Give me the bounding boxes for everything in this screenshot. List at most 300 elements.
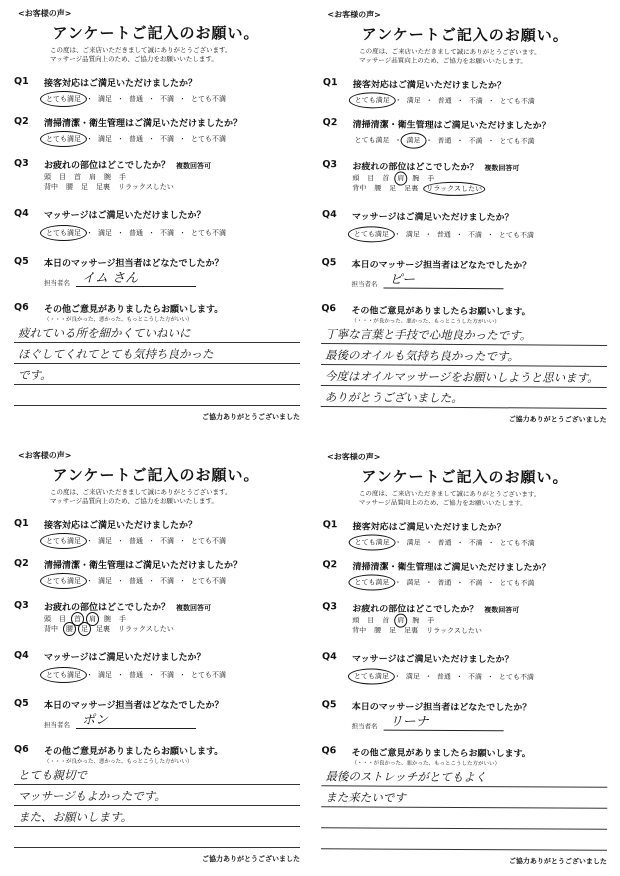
q1-option[interactable]: とても不満 bbox=[191, 95, 226, 103]
handwritten-comment: とても親切で bbox=[18, 768, 87, 782]
q2-option[interactable]: 普通 bbox=[129, 135, 143, 143]
handwritten-comment: 最後のストレッチがとてもよく bbox=[325, 769, 487, 785]
q1-label: Q1 bbox=[322, 519, 338, 531]
q3-parts[interactable] bbox=[44, 172, 174, 192]
q4-option[interactable]: とても不満 bbox=[191, 671, 226, 679]
comment-line bbox=[14, 827, 300, 848]
q1-question: 接客対応はご満足いただけましたか？ bbox=[352, 522, 506, 534]
q3-question bbox=[44, 158, 211, 171]
handwritten-comment: ありがとうございました。 bbox=[324, 390, 463, 405]
comment-line bbox=[14, 343, 300, 364]
q1-option[interactable]: 満足 bbox=[98, 537, 112, 545]
q2-label: Q2 bbox=[322, 559, 338, 571]
q2-option[interactable]: 普通 bbox=[437, 136, 452, 145]
body-part-option[interactable]: リラックスしたい bbox=[118, 625, 174, 633]
form-intro bbox=[359, 47, 541, 66]
handwritten-comment: 疲れている所を細かくていねいに bbox=[18, 326, 191, 340]
comment-line bbox=[14, 385, 300, 406]
q2-question: 清掃清潔・衛生管理はご満足いただけましたか？ bbox=[352, 562, 551, 574]
option-separator: ・ bbox=[148, 537, 155, 545]
body-part-option[interactable]: 目 bbox=[59, 173, 66, 181]
q3-sub: 複数回答可 bbox=[176, 604, 212, 612]
q4-options[interactable] bbox=[44, 670, 228, 680]
option-separator: ・ bbox=[86, 135, 93, 143]
handwritten-comment: ほぐしてくれてとても気持ち良かった bbox=[18, 347, 214, 361]
option-separator: ・ bbox=[456, 578, 464, 587]
q2-option[interactable]: とても不満 bbox=[499, 137, 535, 146]
q1-option[interactable]: 不満 bbox=[468, 539, 483, 548]
body-part-option[interactable]: 頭 bbox=[352, 616, 360, 625]
staff-label: 担当者名 bbox=[44, 721, 70, 729]
q2-question: 清掃清潔・衛生管理はご満足いただけましたか？ bbox=[44, 561, 243, 571]
q1-question: 接客対応はご満足いただけましたか？ bbox=[352, 80, 506, 92]
q6-question: その他ご意見がありましたらお願いします。 bbox=[44, 747, 224, 757]
body-part-option[interactable]: 背中 bbox=[352, 626, 367, 635]
option-separator: ・ bbox=[179, 135, 186, 143]
q5-question: 本日のマッサージ担当者はどなたでしたか？ bbox=[351, 260, 532, 272]
option-separator: ・ bbox=[148, 229, 155, 237]
form-intro bbox=[359, 489, 541, 508]
comment-area[interactable] bbox=[321, 323, 608, 409]
option-separator: ・ bbox=[117, 135, 124, 143]
q4-label: Q4 bbox=[14, 650, 29, 661]
q3-parts[interactable] bbox=[352, 615, 482, 636]
option-separator: ・ bbox=[393, 672, 401, 681]
body-part-option[interactable]: 目 bbox=[367, 616, 375, 625]
q4-option[interactable]: とても満足 bbox=[46, 229, 81, 237]
option-separator: ・ bbox=[117, 95, 124, 103]
q5-question: 本日のマッサージ担当者はどなたでしたか？ bbox=[44, 259, 224, 269]
q3-parts[interactable] bbox=[352, 173, 482, 194]
body-part-option[interactable]: 肩 bbox=[89, 615, 96, 623]
q4-question: マッサージはご満足いただけましたか？ bbox=[44, 211, 206, 221]
q1-option[interactable]: 満足 bbox=[406, 538, 421, 547]
q4-option[interactable]: 普通 bbox=[129, 229, 143, 237]
option-separator: ・ bbox=[117, 537, 124, 545]
q3-sub: 複数回答可 bbox=[176, 162, 212, 170]
option-separator: ・ bbox=[424, 672, 432, 681]
staff-line bbox=[384, 716, 504, 732]
body-part-option[interactable]: 首 bbox=[74, 615, 81, 623]
option-separator: ・ bbox=[117, 229, 124, 237]
body-part-option[interactable]: 手 bbox=[427, 616, 435, 625]
option-separator: ・ bbox=[117, 577, 124, 585]
body-part-option[interactable]: 首 bbox=[382, 616, 390, 625]
q1-options[interactable] bbox=[353, 537, 537, 548]
q2-options[interactable] bbox=[352, 577, 536, 588]
staff-field[interactable] bbox=[44, 714, 196, 729]
staff-name: リーナ bbox=[389, 714, 429, 730]
q3-text: お疲れの部位はどこでしたか？ bbox=[352, 604, 479, 616]
parts-row-1 bbox=[352, 615, 482, 626]
form-tag: <お客様の声> bbox=[18, 9, 72, 18]
form-tag: <お客様の声> bbox=[327, 10, 381, 20]
body-part-option[interactable]: 腕 bbox=[104, 173, 111, 181]
q4-option[interactable]: 満足 bbox=[98, 229, 112, 237]
q1-option[interactable]: とても不満 bbox=[191, 537, 226, 545]
body-part-option[interactable]: リラックスしたい bbox=[426, 184, 483, 194]
form-intro bbox=[50, 46, 231, 64]
option-separator: ・ bbox=[179, 229, 186, 237]
q4-option[interactable]: とても不満 bbox=[498, 673, 534, 682]
q3-label: Q3 bbox=[14, 600, 29, 611]
parts-row-2 bbox=[352, 183, 482, 194]
q2-option[interactable]: とても満足 bbox=[352, 577, 391, 587]
q3-label: Q3 bbox=[14, 158, 29, 169]
comment-line bbox=[321, 365, 607, 388]
option-separator: ・ bbox=[456, 96, 464, 105]
q5-label: Q5 bbox=[321, 699, 337, 711]
q2-option[interactable]: 満足 bbox=[406, 578, 421, 587]
staff-label: 担当者名 bbox=[351, 722, 378, 731]
staff-name: イム さん bbox=[82, 271, 139, 286]
option-separator: ・ bbox=[179, 537, 186, 545]
q2-option[interactable]: とても満足 bbox=[46, 135, 81, 143]
body-part-option[interactable]: 頭 bbox=[352, 174, 360, 183]
body-part-option[interactable]: 頭 bbox=[44, 173, 51, 181]
body-part-option[interactable]: 腕 bbox=[104, 615, 111, 623]
q4-question: マッサージはご満足いただけましたか？ bbox=[44, 653, 206, 663]
option-separator: ・ bbox=[179, 95, 186, 103]
option-separator: ・ bbox=[487, 579, 495, 588]
option-separator: ・ bbox=[86, 671, 93, 679]
staff-label: 担当者名 bbox=[351, 280, 378, 289]
q4-option[interactable]: 満足 bbox=[405, 230, 420, 239]
q2-label: Q2 bbox=[322, 117, 338, 129]
parts-row-2 bbox=[352, 625, 482, 636]
handwritten-comment: マッサージもよかったです。 bbox=[18, 789, 166, 803]
q6-label: Q6 bbox=[14, 302, 29, 313]
intro-line: マッサージ品質向上のため、ご協力をお願いいたします。 bbox=[359, 56, 527, 66]
body-part-option[interactable]: 足裏 bbox=[96, 625, 110, 633]
staff-field[interactable] bbox=[352, 273, 504, 289]
option-separator: ・ bbox=[487, 97, 495, 106]
q1-options[interactable] bbox=[353, 95, 537, 106]
q3-question bbox=[352, 601, 519, 615]
option-separator: ・ bbox=[425, 578, 433, 587]
option-separator: ・ bbox=[455, 672, 463, 681]
q1-option[interactable]: 不満 bbox=[160, 537, 174, 545]
body-part-option[interactable]: 足 bbox=[81, 183, 88, 191]
body-part-option[interactable]: リラックスしたい bbox=[426, 626, 482, 636]
option-separator: ・ bbox=[179, 577, 186, 585]
comment-area[interactable] bbox=[14, 764, 300, 848]
q1-option[interactable]: 不満 bbox=[160, 95, 174, 103]
q6-label: Q6 bbox=[321, 303, 337, 315]
q4-options[interactable] bbox=[352, 671, 536, 682]
q6-label: Q6 bbox=[14, 744, 29, 755]
q6-sub: （・・・が良かった、悪かった、もっとこうした方がいい） bbox=[44, 759, 193, 765]
option-separator: ・ bbox=[394, 96, 402, 105]
form-title: アンケートご記入のお願い。 bbox=[52, 466, 260, 484]
body-part-option[interactable]: 首 bbox=[382, 174, 390, 183]
q3-text: お疲れの部位はどこでしたか？ bbox=[44, 161, 171, 171]
option-separator: ・ bbox=[456, 538, 464, 547]
q4-option[interactable]: とても満足 bbox=[352, 671, 391, 681]
q5-label: Q5 bbox=[14, 698, 29, 709]
q4-option[interactable]: 不満 bbox=[467, 673, 482, 682]
q6-sub: （・・・が良かった、悪かった、もっとこうした方がいい） bbox=[351, 318, 500, 326]
q4-option[interactable]: 満足 bbox=[405, 672, 420, 681]
q6-question: その他ご意見がありましたらお願いします。 bbox=[351, 748, 531, 760]
intro-line: マッサージ品質向上のため、ご協力をお願いいたします。 bbox=[50, 497, 218, 505]
q3-question bbox=[352, 159, 519, 173]
body-part-option[interactable]: 肩 bbox=[89, 173, 96, 181]
q1-option[interactable]: 普通 bbox=[437, 96, 452, 105]
body-part-option[interactable]: 手 bbox=[119, 615, 126, 623]
q1-label: Q1 bbox=[14, 76, 29, 87]
body-part-option[interactable]: 腕 bbox=[412, 174, 420, 183]
option-separator: ・ bbox=[117, 671, 124, 679]
option-separator: ・ bbox=[486, 231, 494, 240]
comment-area[interactable] bbox=[321, 765, 607, 850]
body-part-option[interactable]: 頭 bbox=[44, 615, 51, 623]
q5-question: 本日のマッサージ担当者はどなたでしたか？ bbox=[44, 701, 224, 711]
body-part-option[interactable]: 腰 bbox=[374, 626, 382, 635]
q5-question: 本日のマッサージ担当者はどなたでしたか？ bbox=[351, 702, 532, 714]
q4-option[interactable]: 普通 bbox=[436, 230, 451, 239]
option-separator: ・ bbox=[394, 578, 402, 587]
comment-line bbox=[321, 323, 607, 346]
q3-label: Q3 bbox=[322, 601, 337, 613]
handwritten-comment: 丁寧な言葉と手技で心地良かったです。 bbox=[325, 327, 532, 343]
form-intro bbox=[50, 488, 231, 506]
body-part-option[interactable]: 背中 bbox=[352, 184, 367, 193]
q3-parts[interactable] bbox=[44, 614, 174, 634]
q2-options[interactable] bbox=[353, 135, 537, 146]
q2-label: Q2 bbox=[14, 116, 29, 127]
comment-line bbox=[321, 386, 607, 409]
staff-label: 担当者名 bbox=[44, 279, 70, 287]
body-part-option[interactable]: 目 bbox=[59, 615, 66, 623]
comment-line bbox=[321, 344, 607, 367]
option-separator: ・ bbox=[425, 96, 433, 105]
body-part-option[interactable]: 首 bbox=[74, 173, 81, 181]
q4-label: Q4 bbox=[14, 208, 29, 219]
option-separator: ・ bbox=[487, 137, 495, 146]
staff-line bbox=[76, 714, 196, 729]
thanks-note: ご協力ありがとうございました bbox=[202, 855, 300, 863]
q4-option[interactable]: とても不満 bbox=[498, 231, 534, 240]
q2-question: 清掃清潔・衛生管理はご満足いただけましたか？ bbox=[352, 120, 551, 132]
q4-option[interactable]: とても不満 bbox=[191, 229, 226, 237]
q2-option[interactable]: 普通 bbox=[437, 578, 452, 587]
form-tag: <お客様の声> bbox=[18, 451, 72, 460]
body-part-option[interactable]: 足裏 bbox=[404, 184, 419, 193]
q1-question: 接客対応はご満足いただけましたか？ bbox=[44, 79, 198, 89]
parts-row-1 bbox=[44, 172, 174, 182]
q4-option[interactable]: 普通 bbox=[129, 671, 143, 679]
q1-option[interactable]: とても満足 bbox=[353, 95, 392, 105]
body-part-option[interactable]: 腕 bbox=[412, 616, 420, 625]
comment-area[interactable] bbox=[14, 322, 300, 406]
intro-line: この度は、ご来店いただきまして誠にありがとうございます。 bbox=[50, 46, 232, 54]
survey-card-1 bbox=[6, 6, 306, 426]
q4-question: マッサージはご満足いただけましたか？ bbox=[351, 654, 514, 666]
option-separator: ・ bbox=[424, 230, 432, 239]
q1-question: 接客対応はご満足いただけましたか？ bbox=[44, 521, 198, 531]
q6-question: その他ご意見がありましたらお願いします。 bbox=[351, 306, 531, 318]
option-separator: ・ bbox=[148, 577, 155, 585]
handwritten-comment: 今度はオイルマッサージをお願いしようと思います。 bbox=[324, 369, 599, 385]
option-separator: ・ bbox=[456, 136, 464, 145]
option-separator: ・ bbox=[179, 671, 186, 679]
q2-option[interactable]: とても満足 bbox=[46, 577, 81, 585]
form-tag: <お客様の声> bbox=[327, 452, 381, 462]
body-part-option[interactable]: 足 bbox=[81, 625, 88, 633]
q1-option[interactable]: 不満 bbox=[468, 97, 483, 106]
q1-option[interactable]: とても満足 bbox=[353, 537, 392, 547]
q4-label: Q4 bbox=[321, 651, 337, 663]
intro-line: この度は、ご来店いただきまして誠にありがとうございます。 bbox=[50, 488, 232, 496]
q2-option[interactable]: とても不満 bbox=[191, 135, 226, 143]
body-part-option[interactable]: 腰 bbox=[66, 625, 73, 633]
q2-option[interactable]: とても満足 bbox=[354, 136, 390, 145]
body-part-option[interactable]: 肩 bbox=[397, 174, 405, 183]
staff-line bbox=[384, 273, 504, 289]
parts-row-2 bbox=[44, 624, 174, 634]
option-separator: ・ bbox=[393, 230, 401, 239]
body-part-option[interactable]: 肩 bbox=[397, 616, 405, 625]
option-separator: ・ bbox=[425, 136, 433, 145]
q6-question: その他ご意見がありましたらお願いします。 bbox=[44, 305, 224, 315]
parts-row-1 bbox=[44, 614, 174, 624]
comment-line bbox=[14, 806, 300, 827]
q2-option[interactable]: 満足 bbox=[98, 577, 112, 585]
q1-option[interactable]: 普通 bbox=[129, 95, 143, 103]
q4-option[interactable]: 不満 bbox=[160, 671, 174, 679]
staff-line bbox=[76, 272, 196, 287]
q3-sub: 複数回答可 bbox=[484, 164, 520, 173]
q3-text: お疲れの部位はどこでしたか？ bbox=[352, 162, 479, 174]
q1-option[interactable]: 普通 bbox=[437, 538, 452, 547]
body-part-option[interactable]: 背中 bbox=[44, 625, 58, 633]
form-title: アンケートご記入のお願い。 bbox=[52, 24, 260, 42]
form-title: アンケートご記入のお願い。 bbox=[361, 467, 569, 487]
q2-option[interactable]: 満足 bbox=[98, 135, 112, 143]
q6-sub: （・・・が良かった、悪かった、もっとこうした方がいい） bbox=[44, 317, 193, 323]
staff-name: ピー bbox=[389, 272, 416, 288]
q4-option[interactable]: 不満 bbox=[467, 231, 482, 240]
form-title: アンケートご記入のお願い。 bbox=[361, 25, 569, 45]
option-separator: ・ bbox=[148, 671, 155, 679]
q1-label: Q1 bbox=[322, 77, 338, 89]
q1-option[interactable]: とても満足 bbox=[46, 95, 81, 103]
handwritten-comment: また、お願いします。 bbox=[18, 810, 133, 824]
q1-label: Q1 bbox=[14, 518, 29, 529]
q2-question: 清掃清潔・衛生管理はご満足いただけましたか？ bbox=[44, 119, 243, 129]
option-separator: ・ bbox=[486, 673, 494, 682]
q4-option[interactable]: とても満足 bbox=[352, 229, 391, 239]
q6-label: Q6 bbox=[321, 745, 337, 757]
q1-option[interactable]: とても満足 bbox=[46, 537, 81, 545]
handwritten-comment: また来たいです bbox=[325, 790, 406, 805]
q1-option[interactable]: 満足 bbox=[406, 96, 421, 105]
body-part-option[interactable]: 足 bbox=[389, 184, 397, 193]
comment-line bbox=[14, 785, 300, 806]
q1-option[interactable]: 普通 bbox=[129, 537, 143, 545]
q2-option[interactable]: 不満 bbox=[468, 137, 483, 146]
body-part-option[interactable]: 目 bbox=[367, 174, 375, 183]
q4-option[interactable]: とても満足 bbox=[46, 671, 81, 679]
survey-card-2 bbox=[313, 7, 616, 429]
q4-options[interactable] bbox=[352, 229, 536, 240]
option-separator: ・ bbox=[86, 537, 93, 545]
q2-options[interactable] bbox=[44, 134, 228, 144]
q6-sub: （・・・が良かった、悪かった、もっとこうした方がいい） bbox=[351, 760, 500, 768]
q3-label: Q3 bbox=[322, 159, 338, 171]
q2-option[interactable]: 満足 bbox=[405, 136, 423, 146]
parts-row-2 bbox=[44, 182, 174, 192]
option-separator: ・ bbox=[148, 95, 155, 103]
q2-option[interactable]: とても不満 bbox=[191, 577, 226, 585]
q1-option[interactable]: とても不満 bbox=[499, 539, 535, 548]
q3-sub: 複数回答可 bbox=[484, 606, 520, 615]
handwritten-comment: 最後のオイルも気持ち良かったです。 bbox=[324, 348, 520, 364]
survey-card-3 bbox=[6, 448, 306, 868]
body-part-option[interactable]: 足裏 bbox=[96, 183, 110, 191]
comment-line bbox=[321, 786, 607, 808]
survey-card-4 bbox=[313, 449, 615, 871]
q4-label: Q4 bbox=[321, 209, 337, 221]
body-part-option[interactable]: 足 bbox=[389, 626, 397, 635]
q2-options[interactable] bbox=[44, 576, 228, 586]
intro-line: この度は、ご来店いただきまして誠にありがとうございます。 bbox=[358, 489, 541, 499]
option-separator: ・ bbox=[394, 538, 402, 547]
q4-option[interactable]: 満足 bbox=[98, 671, 112, 679]
q4-option[interactable]: 普通 bbox=[436, 672, 451, 681]
option-separator: ・ bbox=[86, 229, 93, 237]
body-part-option[interactable]: リラックスしたい bbox=[118, 183, 174, 191]
q1-options[interactable] bbox=[44, 536, 228, 546]
staff-field[interactable] bbox=[352, 715, 504, 731]
body-part-option[interactable]: 手 bbox=[119, 173, 126, 181]
q2-option[interactable]: とても不満 bbox=[499, 579, 535, 588]
q4-option[interactable]: 不満 bbox=[160, 229, 174, 237]
thanks-note: ご協力ありがとうございました bbox=[508, 415, 607, 425]
q2-option[interactable]: 不満 bbox=[468, 579, 483, 588]
q2-option[interactable]: 不満 bbox=[160, 135, 174, 143]
q1-option[interactable]: 満足 bbox=[98, 95, 112, 103]
q1-option[interactable]: とても不満 bbox=[499, 97, 535, 106]
option-separator: ・ bbox=[148, 135, 155, 143]
q3-question bbox=[44, 600, 211, 613]
intro-line: この度は、ご来店いただきまして誠にありがとうございます。 bbox=[359, 47, 541, 57]
thanks-note: ご協力ありがとうございました bbox=[202, 413, 300, 421]
comment-line bbox=[321, 765, 607, 787]
body-part-option[interactable]: 腰 bbox=[374, 184, 382, 193]
staff-name: ポン bbox=[82, 713, 109, 728]
q1-options[interactable] bbox=[44, 94, 228, 104]
q4-question: マッサージはご満足いただけましたか？ bbox=[351, 212, 514, 224]
intro-line: マッサージ品質向上のため、ご協力をお願いいたします。 bbox=[358, 498, 527, 508]
comment-line bbox=[14, 764, 300, 785]
body-part-option[interactable]: 手 bbox=[427, 174, 435, 183]
intro-line: マッサージ品質向上のため、ご協力をお願いいたします。 bbox=[50, 55, 218, 63]
q2-option[interactable]: 普通 bbox=[129, 577, 143, 585]
option-separator: ・ bbox=[455, 230, 463, 239]
thanks-note: ご協力ありがとうございました bbox=[508, 857, 607, 866]
q4-options[interactable] bbox=[44, 228, 228, 238]
body-part-option[interactable]: 足裏 bbox=[404, 626, 419, 635]
comment-line bbox=[14, 364, 300, 385]
staff-field[interactable] bbox=[44, 272, 196, 287]
body-part-option[interactable]: 背中 bbox=[44, 183, 58, 191]
q2-option[interactable]: 不満 bbox=[160, 577, 174, 585]
body-part-option[interactable]: 腰 bbox=[66, 183, 73, 191]
option-separator: ・ bbox=[86, 577, 93, 585]
option-separator: ・ bbox=[425, 538, 433, 547]
